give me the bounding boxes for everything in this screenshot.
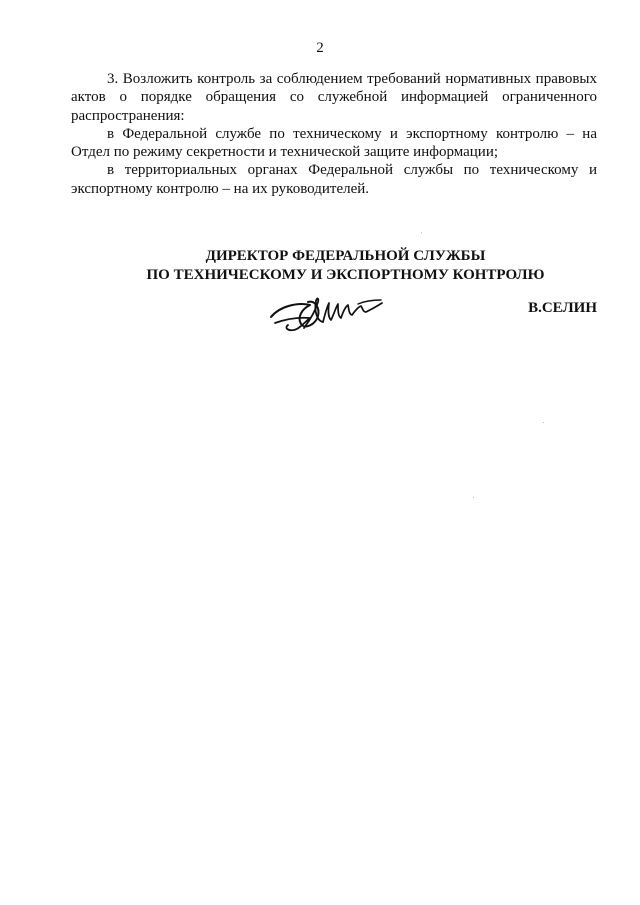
signature-block (71, 247, 597, 316)
paragraph-federal-service: в Федеральной службе по техническому и экспортному контролю – на Отдел по режиму секретности и технической защите информации; (71, 125, 597, 161)
scan-speck (473, 497, 474, 498)
scan-speck (421, 232, 422, 233)
signatory-title-line-2: ПО ТЕХНИЧЕСКОМУ И ЭКСПОРТНОМУ КОНТРОЛЮ (146, 266, 545, 283)
page-number: 2 (316, 40, 324, 56)
paragraph-territorial-bodies: в территориальных органах Федеральной службы по техническому и экспортному контролю – на их руководителей. (71, 162, 597, 197)
handwritten-signature (268, 290, 386, 336)
document-body (71, 70, 597, 198)
scan-speck (543, 422, 544, 423)
signatory-name: В.СЕЛИН (528, 300, 597, 316)
signatory-title-line-1: ДИРЕКТОР ФЕДЕРАЛЬНОЙ СЛУЖБЫ (205, 248, 486, 264)
paragraph-item-3: 3. Возложить контроль за соблюдением требований нормативных правовых актов о порядке обращения со служебной информацией ограниченного распространения: (71, 71, 597, 124)
